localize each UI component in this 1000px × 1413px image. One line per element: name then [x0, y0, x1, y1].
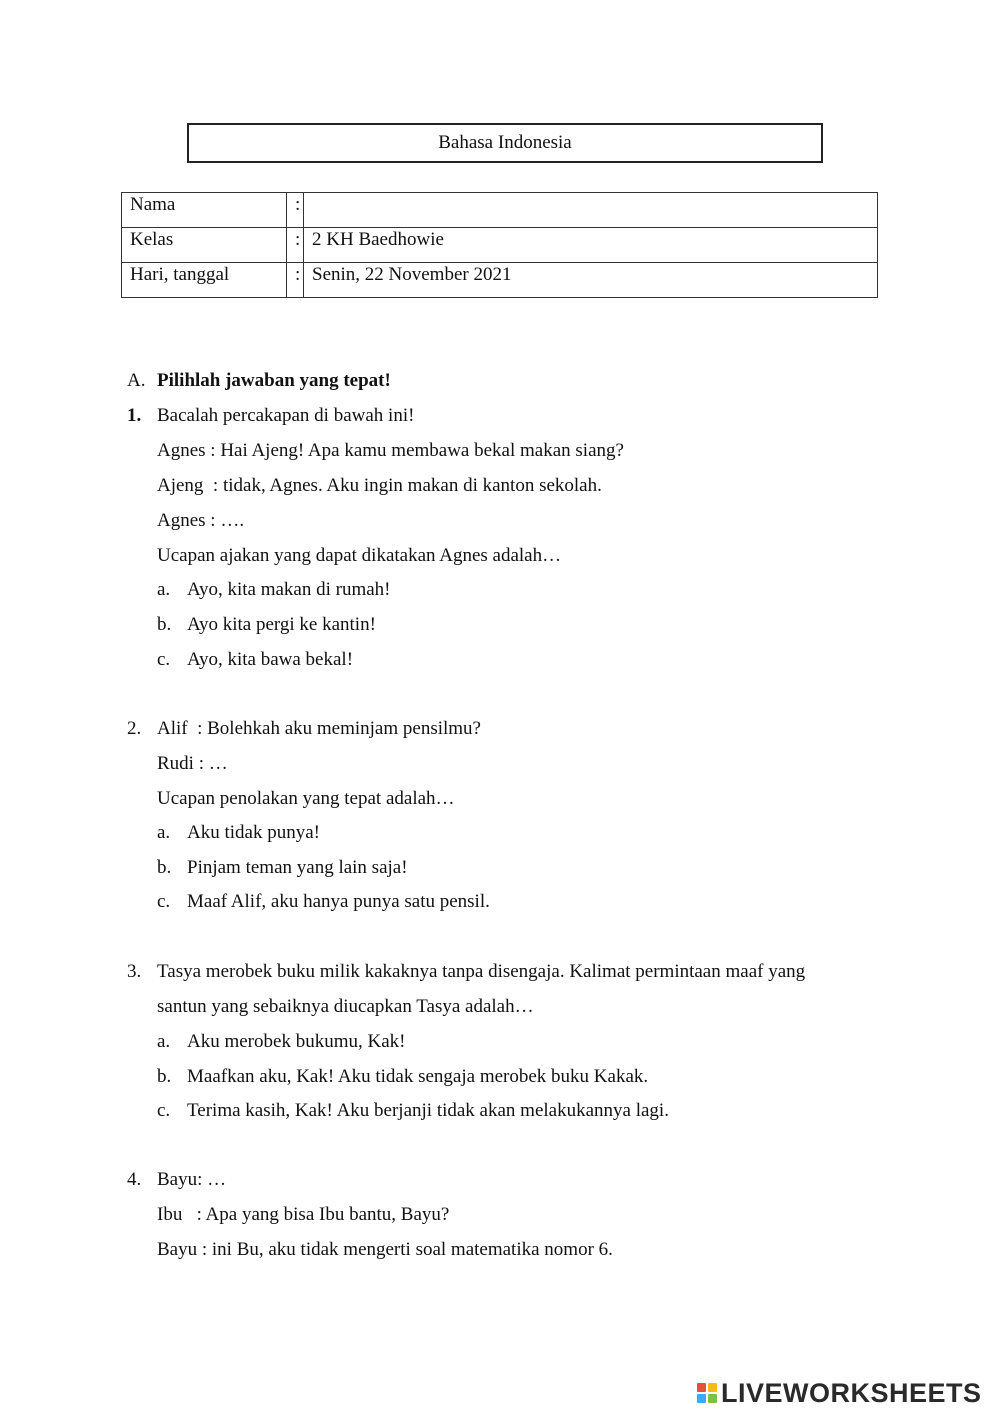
logo-mark-icon — [697, 1383, 717, 1403]
info-label: Hari, tanggal — [122, 263, 287, 298]
option-letter: c. — [157, 1100, 171, 1121]
info-separator: : — [287, 193, 304, 228]
info-value: 2 KH Baedhowie — [304, 228, 878, 263]
question-number: 3. — [127, 961, 142, 982]
option-letter: b. — [157, 614, 172, 635]
info-separator: : — [287, 263, 304, 298]
question-line: Bayu : ini Bu, aku tidak mengerti soal matematika nomor 6. — [157, 1239, 613, 1260]
question-number: 1. — [127, 405, 142, 426]
title-box — [187, 123, 823, 163]
logo-text: LIVEWORKSHEETS — [721, 1377, 982, 1408]
question-line: Agnes : …. — [157, 510, 245, 531]
option-letter: a. — [157, 822, 171, 843]
option-text: Maafkan aku, Kak! Aku tidak sengaja merobek buku Kakak. — [187, 1066, 649, 1087]
option-text: Pinjam teman yang lain saja! — [187, 857, 408, 878]
question-number: 2. — [127, 718, 142, 739]
option-text: Aku tidak punya! — [187, 822, 320, 843]
option-text: Ayo, kita bawa bekal! — [187, 649, 354, 670]
info-row-date — [122, 263, 878, 298]
name-field[interactable] — [304, 193, 878, 228]
info-value: Senin, 22 November 2021 — [304, 263, 878, 298]
option-letter: b. — [157, 857, 172, 878]
question-line: santun yang sebaiknya diucapkan Tasya adalah… — [157, 996, 534, 1017]
info-separator: : — [287, 228, 304, 263]
question-number: 4. — [127, 1169, 142, 1190]
option-text: Ayo kita pergi ke kantin! — [187, 614, 376, 635]
section-marker: A. — [127, 370, 146, 391]
option-letter: c. — [157, 649, 171, 670]
liveworksheets-logo[interactable] — [697, 1378, 982, 1408]
question-line: Rudi : … — [157, 753, 228, 774]
question-line: Bayu: … — [157, 1169, 227, 1190]
question-line: Ucapan ajakan yang dapat dikatakan Agnes adalah… — [157, 545, 562, 566]
option-letter: a. — [157, 1031, 171, 1052]
option-letter: a. — [157, 579, 171, 600]
option-text: Maaf Alif, aku hanya punya satu pensil. — [187, 891, 490, 912]
question-line: Alif : Bolehkah aku meminjam pensilmu? — [157, 718, 481, 739]
student-info-table — [121, 192, 878, 298]
info-row-class — [122, 228, 878, 263]
option-text: Aku merobek bukumu, Kak! — [187, 1031, 406, 1052]
section-instruction: Pilihlah jawaban yang tepat! — [157, 370, 391, 391]
question-line: Bacalah percakapan di bawah ini! — [157, 405, 415, 426]
option-letter: c. — [157, 891, 171, 912]
question-line: Tasya merobek buku milik kakaknya tanpa disengaja. Kalimat permintaan maaf yang — [157, 961, 806, 982]
info-row-name — [122, 193, 878, 228]
option-text: Ayo, kita makan di rumah! — [187, 579, 391, 600]
info-label: Kelas — [122, 228, 287, 263]
question-line: Ucapan penolakan yang tepat adalah… — [157, 788, 455, 809]
page-title: Bahasa Indonesia — [438, 132, 572, 153]
option-text: Terima kasih, Kak! Aku berjanji tidak akan melakukannya lagi. — [187, 1100, 669, 1121]
question-line: Ibu : Apa yang bisa Ibu bantu, Bayu? — [157, 1204, 450, 1225]
option-letter: b. — [157, 1066, 172, 1087]
question-line: Agnes : Hai Ajeng! Apa kamu membawa bekal makan siang? — [157, 440, 624, 461]
question-line: Ajeng : tidak, Agnes. Aku ingin makan di kanton sekolah. — [157, 475, 602, 496]
info-label: Nama — [122, 193, 287, 228]
